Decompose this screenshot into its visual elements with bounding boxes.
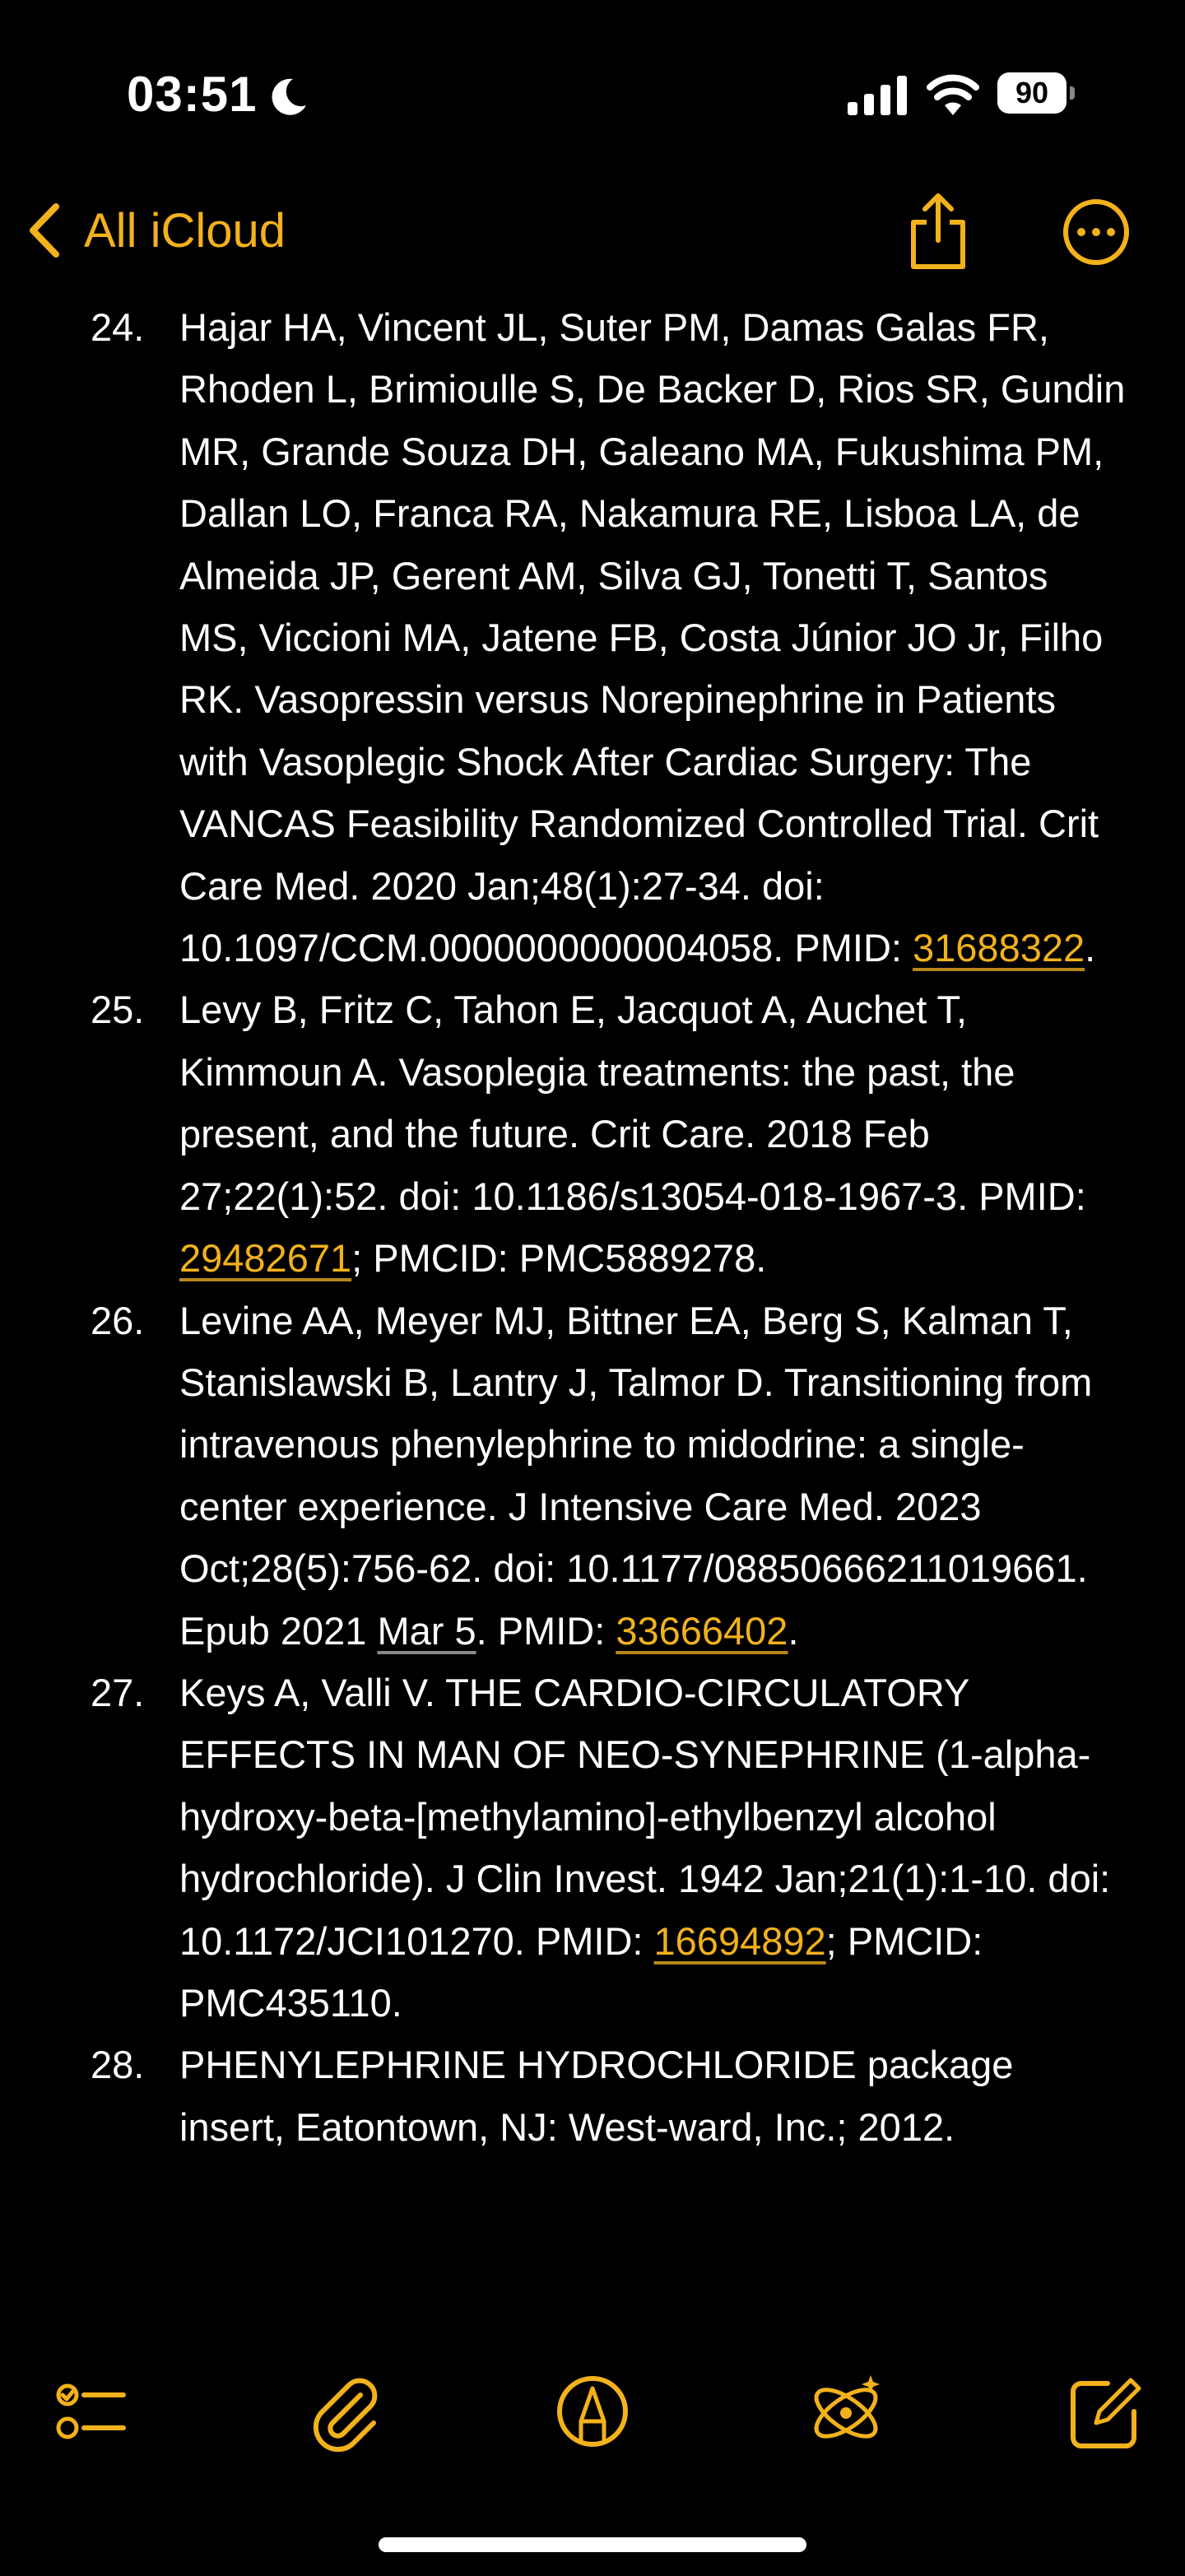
reference-text-end: ; PMCID: PMC435110. [179,1918,983,2025]
pmid-link[interactable]: 33666402 [616,1608,788,1653]
home-indicator[interactable] [379,2537,806,2552]
compose-icon[interactable] [1062,2370,1144,2453]
moon-icon [265,74,311,120]
more-icon[interactable] [1062,198,1131,267]
note-body[interactable] [0,296,1185,2158]
back-label: All iCloud [84,203,286,258]
reference-text-mid: . PMID: [476,1608,616,1653]
reference-number: 25. [91,988,145,1032]
battery-tip [1070,86,1075,100]
reference-item [0,2034,1185,2158]
reference-text: Hajar HA, Vincent JL, Suter PM, Damas Galas FR, Rhoden L, Brimioulle S, De Backer D, Rios SR, Gundin MR, Grande Souza DH, Galeano MA, Fukushima PM, Dallan LO, Franca RA, Nakamura RE, Lisboa LA, de Almeida JP, Gerent AM, Silva GJ, Tonetti T, Santos MS, Viccioni MA, Jatene FB, Costa Júnior JO Jr, Filho RK. Vasopressin versus Norepinephrine in Patients with Vasoplegic Shock After Cardiac Surgery: The VANCAS Feasibility Randomized Controlled Trial. Crit Care Med. 2020 Jan;48(1):27-34. doi: 10.1097/CCM.0000000000004058. PMID: [179,305,1126,970]
battery-level: 90 [997,72,1066,114]
status-time: 03:51 [127,67,258,122]
reference-number: 28. [91,2043,145,2087]
reference-item [0,296,1185,979]
reference-text-end: . [788,1608,799,1653]
cellular-signal-icon [848,76,908,115]
reference-number: 24. [91,305,145,349]
reference-number: 26. [91,1298,145,1342]
reference-text: Levine AA, Meyer MJ, Bittner EA, Berg S, Kalman T, Stanislawski B, Lantry J, Talmor D. Transitioning from intravenous phenylephrine to midodrine: a single-center experience. J Intensive Care Med. 2023 Oct;28(5):756-62. doi: 10.1177/08850666211019661. Epub 2021 [179,1298,1093,1653]
battery-icon [997,72,1080,115]
reference-text-end: ; PMCID: PMC5889278. [351,1236,767,1281]
pmid-link[interactable]: 16694892 [653,1918,826,1963]
pmid-link[interactable]: 31688322 [913,926,1085,970]
reference-text-end: . [1085,926,1096,970]
share-icon[interactable] [905,189,971,272]
attachment-icon[interactable] [303,2370,385,2453]
reference-text: Levy B, Fritz C, Tahon E, Jacquot A, Auchet T, Kimmoun A. Vasoplegia treatments: the past, the present, and the future. Crit Care. 2018 Feb 27;22(1):52. doi: 10.1186/s13054-018-1967-3. PMID: [179,988,1086,1218]
date-link[interactable]: Mar 5 [377,1608,476,1653]
back-button[interactable] [25,189,286,272]
markup-pen-icon[interactable] [551,2370,634,2453]
apple-intelligence-icon[interactable] [805,2370,887,2453]
reference-item [0,979,1185,1289]
wifi-icon [927,72,979,115]
nav-bar [0,189,1185,296]
chevron-left-icon [25,202,64,259]
reference-text: Keys A, Valli V. THE CARDIO-CIRCULATORY EFFECTS IN MAN OF NEO-SYNEPHRINE (1-alpha-hydroxy-beta-[methylamino]-ethylbenzyl alcohol hydrochloride). J Clin Invest. 1942 Jan;21(1):1-10. doi: 10.1172/JCI101270. PMID: [179,1670,1111,1963]
checklist-icon[interactable] [48,2370,130,2453]
pmid-link[interactable]: 29482671 [179,1236,352,1281]
reference-item [0,1290,1185,1662]
status-bar [0,0,1185,189]
bottom-toolbar [0,2370,1185,2477]
reference-text: PHENYLEPHRINE HYDROCHLORIDE package insert, Eatontown, NJ: West-ward, Inc.; 2012. [179,2043,1014,2149]
reference-number: 27. [91,1670,145,1714]
reference-item [0,1662,1185,2034]
reference-list [0,296,1185,2158]
